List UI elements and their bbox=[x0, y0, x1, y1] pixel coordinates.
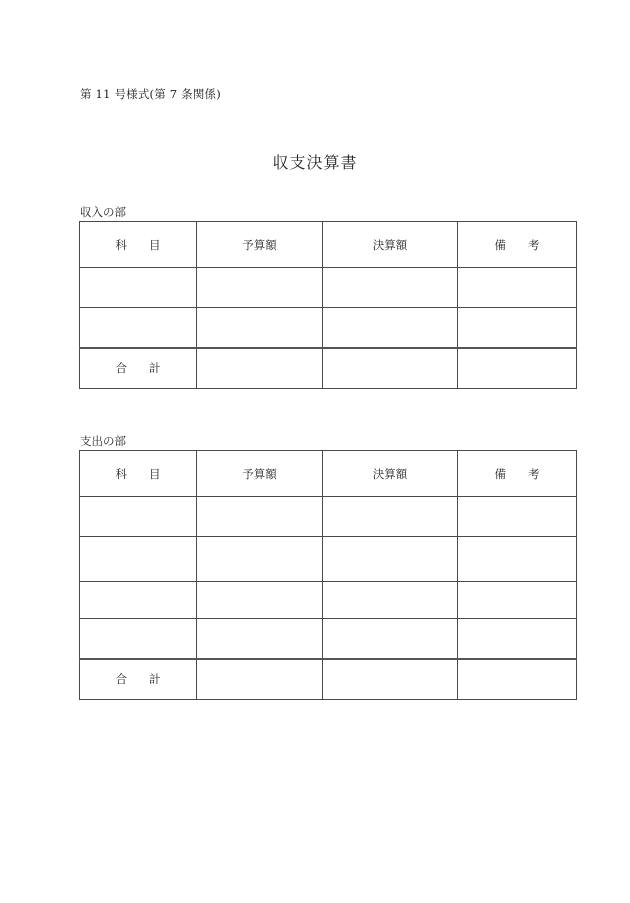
settlement-cell[interactable] bbox=[323, 582, 458, 619]
total-label-char-1: 合 bbox=[115, 361, 127, 376]
header-remarks-char-1: 備 bbox=[494, 466, 506, 481]
total-label-char-2: 計 bbox=[149, 672, 161, 687]
header-item bbox=[80, 451, 197, 497]
remarks-cell[interactable] bbox=[458, 268, 577, 308]
income-total-row bbox=[80, 348, 577, 389]
income-header-row bbox=[80, 222, 577, 268]
form-number: 第 11 号様式(第 7 条関係) bbox=[80, 87, 221, 101]
total-label-char-2: 計 bbox=[149, 361, 161, 376]
item-cell[interactable] bbox=[80, 537, 197, 582]
header-remarks bbox=[458, 222, 577, 268]
header-budget: 予算額 bbox=[197, 451, 323, 497]
remarks-cell[interactable] bbox=[458, 497, 577, 537]
budget-cell[interactable] bbox=[197, 582, 323, 619]
budget-cell[interactable] bbox=[197, 308, 323, 348]
expense-row bbox=[80, 582, 577, 619]
total-remarks-cell[interactable] bbox=[458, 348, 577, 389]
settlement-cell[interactable] bbox=[323, 308, 458, 348]
expense-row bbox=[80, 497, 577, 537]
budget-cell[interactable] bbox=[197, 619, 323, 659]
settlement-cell[interactable] bbox=[323, 619, 458, 659]
total-budget-cell[interactable] bbox=[197, 348, 323, 389]
header-settlement: 決算額 bbox=[323, 222, 458, 268]
expense-row bbox=[80, 619, 577, 659]
total-settlement-cell[interactable] bbox=[323, 348, 458, 389]
expense-row bbox=[80, 537, 577, 582]
header-remarks-char-2: 考 bbox=[528, 466, 540, 481]
item-cell[interactable] bbox=[80, 308, 197, 348]
header-remarks-char-2: 考 bbox=[528, 237, 540, 252]
remarks-cell[interactable] bbox=[458, 582, 577, 619]
header-item-char-2: 目 bbox=[149, 466, 161, 481]
total-label bbox=[80, 348, 197, 389]
expense-section-label: 支出の部 bbox=[80, 434, 126, 448]
header-budget: 予算額 bbox=[197, 222, 323, 268]
income-row bbox=[80, 268, 577, 308]
header-item-char-2: 目 bbox=[149, 237, 161, 252]
document-title: 収支決算書 bbox=[272, 153, 358, 172]
expense-header-row bbox=[80, 451, 577, 497]
total-remarks-cell[interactable] bbox=[458, 659, 577, 700]
budget-cell[interactable] bbox=[197, 497, 323, 537]
header-item-char-1: 科 bbox=[115, 466, 127, 481]
header-item-char-1: 科 bbox=[115, 237, 127, 252]
total-label bbox=[80, 659, 197, 700]
budget-cell[interactable] bbox=[197, 537, 323, 582]
total-label-char-1: 合 bbox=[115, 672, 127, 687]
item-cell[interactable] bbox=[80, 497, 197, 537]
total-settlement-cell[interactable] bbox=[323, 659, 458, 700]
remarks-cell[interactable] bbox=[458, 619, 577, 659]
budget-cell[interactable] bbox=[197, 268, 323, 308]
settlement-cell[interactable] bbox=[323, 268, 458, 308]
total-budget-cell[interactable] bbox=[197, 659, 323, 700]
header-item bbox=[80, 222, 197, 268]
remarks-cell[interactable] bbox=[458, 537, 577, 582]
settlement-cell[interactable] bbox=[323, 497, 458, 537]
income-row bbox=[80, 308, 577, 348]
settlement-cell[interactable] bbox=[323, 537, 458, 582]
income-section-label: 収入の部 bbox=[80, 205, 126, 219]
expense-total-row bbox=[80, 659, 577, 700]
income-table bbox=[79, 221, 577, 389]
header-settlement: 決算額 bbox=[323, 451, 458, 497]
header-remarks-char-1: 備 bbox=[494, 237, 506, 252]
item-cell[interactable] bbox=[80, 582, 197, 619]
item-cell[interactable] bbox=[80, 268, 197, 308]
header-remarks bbox=[458, 451, 577, 497]
expense-table bbox=[79, 450, 577, 700]
remarks-cell[interactable] bbox=[458, 308, 577, 348]
item-cell[interactable] bbox=[80, 619, 197, 659]
